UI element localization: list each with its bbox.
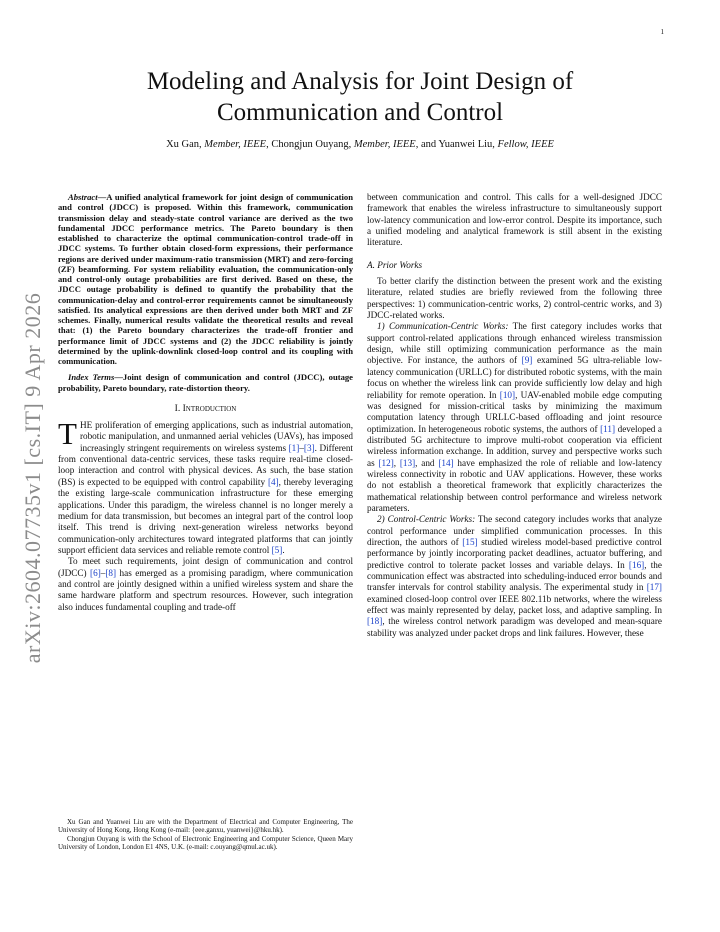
left-column [58,192,353,613]
ct-text: The second category includes works that analyze control performance under simplified communication processes. In this direction, the authors of [367,514,662,547]
author-3-name: , and Yuanwei Liu, [415,139,498,150]
title-line-2: Communication and Control [216,99,504,126]
intro-p1-text: – [299,442,304,453]
intro-p1-text: . Different from conventional data-centric services, these tasks require real-time closed-loop interaction and control with physical devices. As such, the base station (BS) is expected to be equipped with control capability [58,442,353,487]
drop-cap: T [58,416,77,452]
intro-p2-text: has emerged as a promising paradigm, where communication and control are jointly designed within a unified wireless system and share the same hardware platform and spectrum resources. However, such integration also induces fundamental coupling and trade-off [58,567,353,612]
title-line-1: Modeling and Analysis for Joint Design of [146,68,574,95]
cc-text: , and [415,457,439,468]
citation-link[interactable]: [1] [288,442,300,453]
citation-link[interactable]: [8] [105,567,117,578]
paper-title [70,66,650,128]
section-heading-introduction: I. Introduction [174,402,237,414]
index-terms-label: Index Terms [68,372,115,383]
citation-link[interactable]: [13] [399,457,416,468]
citation-link[interactable]: [16] [628,559,645,570]
author-2-role: Member, IEEE [353,139,416,150]
ct-text: studied wireless model-based predictive control performance by jointly incorporating packet deadlines, actuator buffering, and predictive control to tolerate packet losses and variable delays. In [367,536,662,570]
citation-link[interactable]: [11] [600,423,616,434]
citation-link[interactable]: [18] [367,616,383,627]
communication-centric-label: 1) Communication-Centric Works: [377,321,509,332]
cc-text: have emphasized the role of reliable and low-latency wireless connectivity in robotic and UAV applications. However, these works do not establish a theoretical framework that explicitly characterizes the mathematical relationship between control performance and wireless network parameters. [367,457,663,513]
citation-link[interactable]: [17] [646,582,662,593]
cc-text: developed a distributed 5G architecture to improve multi-robot cooperation via efficient wireless information exchange. In addition, survey and perspective works such as [367,423,662,468]
ct-text: examined closed-loop control over IEEE 802.11b networks, where the wireless effect was mainly represented by delay, packet loss, and adaptive sampling. In [367,593,662,616]
intro-paragraph-1 [58,416,353,556]
cc-text: The first category includes works that support control-related applications through enhanced wireless transmission design, while still optimizing communication performance as the main objective. For instance, the authors of [367,321,662,366]
author-2-name: , Chongjun Ouyang, [266,139,354,150]
citation-link[interactable]: [14] [438,457,454,468]
subsection-heading-prior-works: A. Prior Works [367,259,423,270]
author-1-role: Member, IEEE [204,139,267,150]
intro-paragraph-2 [58,556,353,613]
footnote-affiliation-2: Chongjun Ouyang is with the School of Electronic Engineering and Computer Science, Queen Mary University of London, London E1 4NS, U.K. (e-mail: c.ouyang@qmul.ac.uk). [58,834,353,851]
author-line [70,139,650,150]
citation-link[interactable]: [15] [462,536,478,547]
arxiv-identifier: arXiv:2604.07735v1 [cs.IT] 9 Apr 2026 [20,292,45,664]
citation-link[interactable]: [10] [499,389,516,400]
citation-link[interactable]: [9] [521,355,533,366]
communication-centric-paragraph [367,321,662,514]
citation-link[interactable]: [5] [271,544,283,555]
right-column [367,192,662,639]
citation-link[interactable]: [12] [378,457,394,468]
abstract-label: Abstract [68,192,98,202]
author-3-role: Fellow, IEEE [497,139,554,150]
cc-text: examined 5G ultra-reliable low-latency communication (URLLC) for distributed robotic systems, with the main focus on whether the wireless link can provide sufficiently low delay and high reliability for remote operation. In [367,355,662,400]
citation-link[interactable]: [4] [267,476,279,487]
citation-link[interactable]: [6] [90,567,101,578]
cc-text: , UAV-enabled mobile edge computing was designed for mission-critical tasks by minimizing the maximum computation latency through URLLC-based offloading and joint resource optimization. In heterogeneous robotic systems, the authors of [367,389,662,434]
intro-p2-text: – [100,567,106,578]
intro-p1-text: . [282,544,285,555]
intro-continuation: between communication and control. This calls for a well-designed JDCC framework that enables the wireless infrastructure to simultaneously support low-latency communication and low-error control. Despite its importance, such a unified modeling and analytical framework is still absent in the existing literature. [367,192,662,248]
index-terms [58,372,353,393]
intro-p2-text: To meet such requirements, joint design of communication and control (JDCC) [58,556,353,578]
ct-text: , the communication effect was abstracted into scheduling-induced error bounds and transfer intervals for control stability analysis. The experimental study in [367,559,662,593]
abstract [58,192,353,366]
intro-p1-text: HE proliferation of emerging applications, such as industrial automation, robotic manipulation, and unmanned aerial vehicles (UAVs), has imposed increasingly stringent requirements on wireless systems [79,420,353,453]
abstract-text: —A unified analytical framework for joint design of communication and control (JDCC) is proposed. Within this framework, communication transmission delay and steady-state control variance are derived as the two fundamental JDCC performance metrics. The Pareto boundary is then established to characterize the optimal communication-control trade-off in JDCC systems. To further obtain closed-form expressions, their performance regions are derived under maximum-ratio transmission (MRT) and zero-forcing (ZF) beamforming. For system reliability evaluation, the communication-only and control-only outage probabilities are first derived. Based on these, the JDCC outage probability is defined to quantify the probability that the communication-delay and control-error requirements cannot be simultaneously satisfied. Its analytical expressions are then derived under both MRT and ZF schemes. Finally, numerical results validate the theoretical results and reveal that: (1) the Pareto boundary characterizes the trade-off frontier and performance limit of JDCC systems and (2) the JDCC reliability is jointly determined by the uplink-downlink closed-loop control and its coupling with communication. [58,192,353,366]
ct-text: , the wireless control network paradigm was developed and mean-square stability was analyzed under packet drops and link failures. However, these [367,616,662,638]
footnote-affiliation-1: Xu Gan and Yuanwei Liu are with the Department of Electrical and Computer Engineering, The University of Hong Kong, Hong Kong (e-mail: {eee.ganxu, yuanwei}@hku.hk). [58,818,353,835]
intro-p1-text: , thereby leveraging the existing large-scale communication infrastructure for these emerging applications. Under this paradigm, the wireless channel is no longer merely a medium for data transmission, but becomes an integral part of the control loop itself. This trend is driving next-generation wireless networks beyond communication-only architectures toward integrated platforms that can jointly support efficient data services and reliable remote control [58,476,353,555]
citation-link[interactable]: [3] [303,442,315,453]
index-terms-text: —Joint design of communication and control (JDCC), outage probability, Pareto boundary, rate-distortion theory. [58,372,354,393]
author-1-name: Xu Gan, [166,139,205,150]
footnote [58,818,353,851]
cc-text: , [393,457,400,468]
prior-works-intro: To better clarify the distinction between the present work and the existing literature, related studies are briefly reviewed from the following three perspectives: 1) communication-centric works, 2) control-centric works, and 3) JDCC-related works. [367,276,662,321]
control-centric-paragraph [367,514,662,639]
control-centric-label: 2) Control-Centric Works: [377,514,476,525]
page-number: 1 [660,28,664,36]
